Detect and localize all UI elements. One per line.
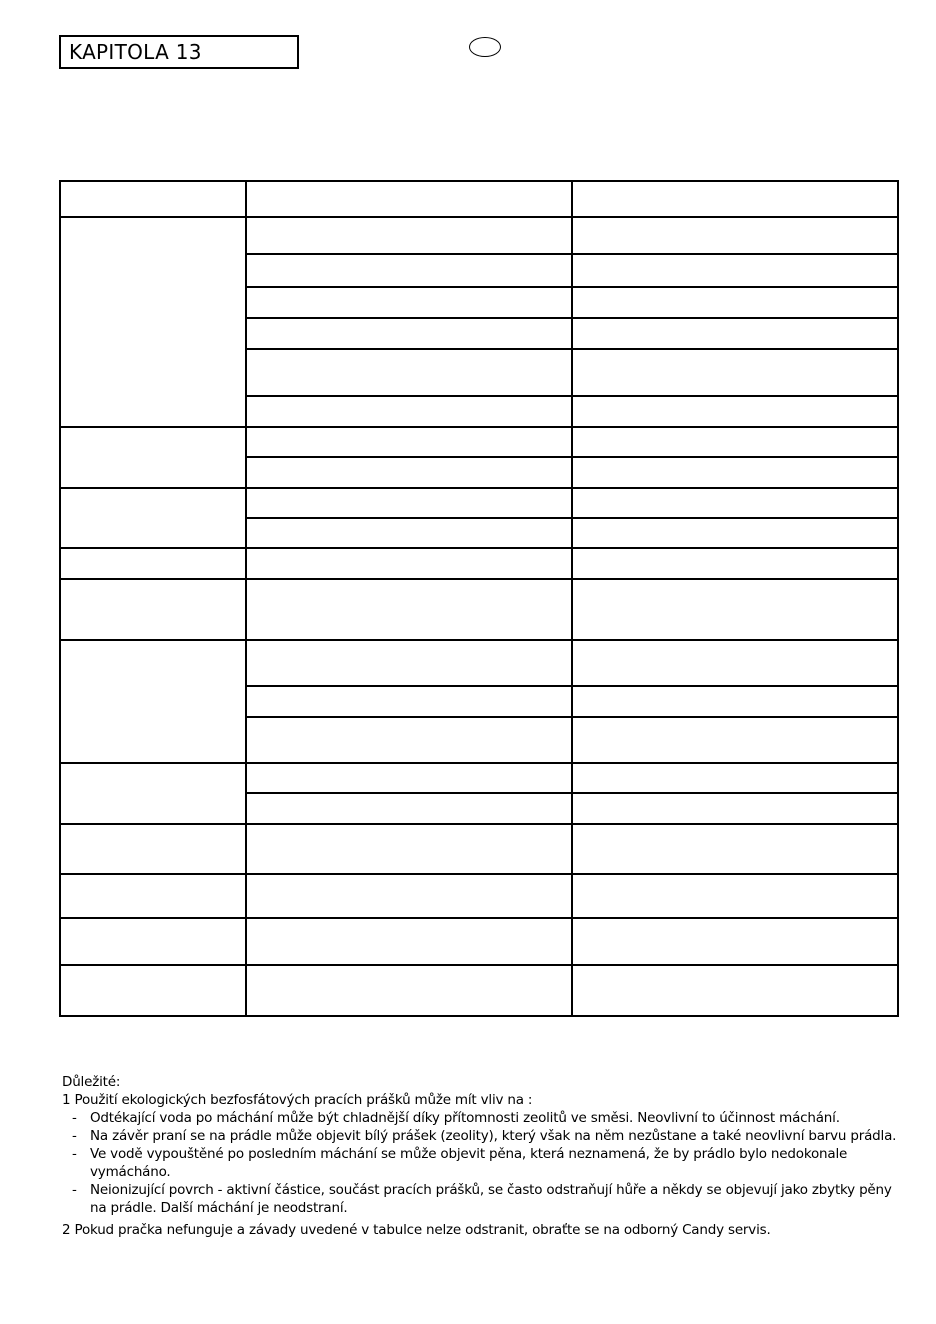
table-border-left xyxy=(59,180,61,1017)
notes-title: Důležité: xyxy=(62,1074,121,1090)
notes-bullet xyxy=(62,1181,912,1217)
table-border-top xyxy=(59,180,899,182)
table-row-separator xyxy=(59,547,899,549)
table-row-separator xyxy=(59,873,899,875)
bullet-dash: - xyxy=(72,1146,77,1162)
bullet-dash: - xyxy=(72,1128,77,1144)
table-border-right xyxy=(897,180,899,1017)
notes-bullet xyxy=(62,1145,912,1181)
troubleshooting-table xyxy=(59,180,899,1017)
table-row-separator xyxy=(59,964,899,966)
notes-bullet xyxy=(62,1127,912,1145)
table-row-separator xyxy=(59,426,899,428)
table-border-bottom xyxy=(59,1015,899,1017)
table-subrow-separator xyxy=(245,716,899,718)
table-row-separator xyxy=(59,578,899,580)
notes-bullet-text: Ve vodě vypouštěné po posledním máchání se může objevit pěna, která neznamená, že by prádlo bylo nedokonale vymácháno. xyxy=(90,1146,848,1180)
table-row-separator xyxy=(59,917,899,919)
table-row-separator xyxy=(59,216,899,218)
table-row-separator xyxy=(59,639,899,641)
table-subrow-separator xyxy=(245,348,899,350)
notes-bullet-text: Na závěr praní se na prádle může objevit bílý prášek (zeolity), který však na něm nezůstane a také neovlivní barvu prádla. xyxy=(90,1128,897,1144)
notes-item-1-intro: 1 Použití ekologických bezfosfátových pracích prášků může mít vliv na : xyxy=(62,1092,533,1108)
table-subrow-separator xyxy=(245,395,899,397)
table-subrow-separator xyxy=(245,517,899,519)
bullet-dash: - xyxy=(72,1110,77,1126)
important-notes xyxy=(62,1073,912,1239)
language-marker-oval xyxy=(469,37,501,57)
notes-bullet xyxy=(62,1109,912,1127)
table-row-separator xyxy=(59,762,899,764)
table-subrow-separator xyxy=(245,685,899,687)
table-subrow-separator xyxy=(245,456,899,458)
table-subrow-separator xyxy=(245,317,899,319)
table-subrow-separator xyxy=(245,253,899,255)
table-column-divider xyxy=(571,180,573,1017)
table-row-separator xyxy=(59,823,899,825)
notes-bullet-text: Neionizující povrch - aktivní částice, součást pracích prášků, se často odstraňují hůře a někdy se objevují jako zbytky pěny na prádle. Další máchání je neodstraní. xyxy=(90,1182,892,1216)
bullet-dash: - xyxy=(72,1182,77,1198)
table-subrow-separator xyxy=(245,286,899,288)
table-column-divider xyxy=(245,180,247,1017)
table-row-separator xyxy=(59,487,899,489)
notes-bullet-text: Odtékající voda po máchání může být chladnější díky přítomnosti zeolitů ve směsi. Neovlivní to účinnost máchání. xyxy=(90,1110,840,1126)
table-subrow-separator xyxy=(245,792,899,794)
chapter-title: KAPITOLA 13 xyxy=(59,35,299,69)
notes-item-2: 2 Pokud pračka nefunguje a závady uvedené v tabulce nelze odstranit, obraťte se na odborný Candy servis. xyxy=(62,1222,771,1238)
